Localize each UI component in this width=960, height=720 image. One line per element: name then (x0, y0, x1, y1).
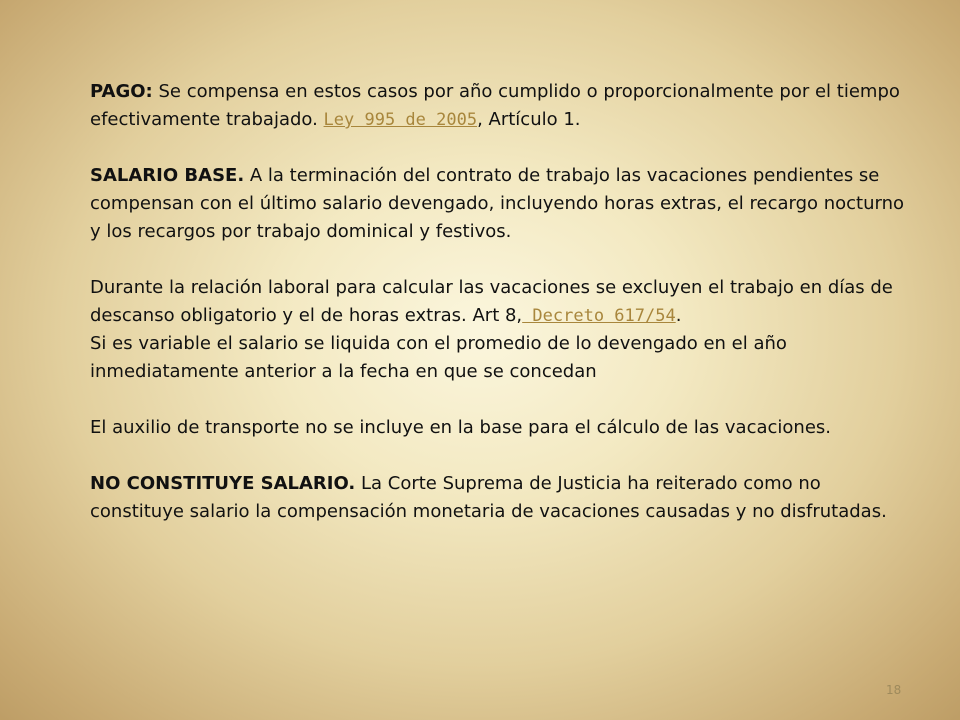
auxilio-transporte-text: El auxilio de transporte no se incluye en la base para el cálculo de las vacaciones. (90, 417, 832, 438)
spacer (90, 386, 910, 414)
relacion-laboral-text-end: . (675, 305, 682, 326)
pago-text-end: , Artículo 1. (477, 109, 581, 130)
paragraph-pago (90, 78, 910, 134)
paragraph-salario-variable (90, 330, 910, 386)
decreto-617-link[interactable]: Decreto 617/54 (522, 306, 676, 326)
pago-text: Se compensa en estos casos por año cumplido o proporcionalmente por el tiempo efectivamente trabajado. (90, 81, 900, 130)
spacer (90, 246, 910, 274)
spacer (90, 442, 910, 470)
paragraph-auxilio-transporte (90, 414, 910, 442)
heading-no-constituye-salario: NO CONSTITUYE SALARIO. (90, 473, 356, 494)
paragraph-relacion-laboral (90, 274, 910, 330)
relacion-laboral-text: Durante la relación laboral para calcular las vacaciones se excluyen el trabajo en días de descanso obligatorio y el de horas extras. Art 8, (90, 277, 893, 326)
salario-variable-text: Si es variable el salario se liquida con el promedio de lo devengado en el año inmediatamente anterior a la fecha en que se concedan (90, 333, 787, 382)
no-constituye-salario-text: La Corte Suprema de Justicia ha reiterado como no constituye salario la compensación monetaria de vacaciones causadas y no disfrutadas. (90, 473, 887, 522)
heading-salario-base: SALARIO BASE. (90, 165, 245, 186)
salario-base-text: A la terminación del contrato de trabajo las vacaciones pendientes se compensan con el último salario devengado, incluyendo horas extras, el recargo nocturno y los recargos por trabajo dominical y festivos. (90, 165, 905, 242)
paragraph-no-constituye-salario (90, 470, 910, 526)
slide-body (90, 78, 910, 526)
paragraph-salario-base (90, 162, 910, 246)
ley-995-link[interactable]: Ley 995 de 2005 (323, 110, 478, 130)
spacer (90, 134, 910, 162)
page-number: 18 (886, 683, 902, 697)
heading-pago: PAGO: (90, 81, 153, 102)
